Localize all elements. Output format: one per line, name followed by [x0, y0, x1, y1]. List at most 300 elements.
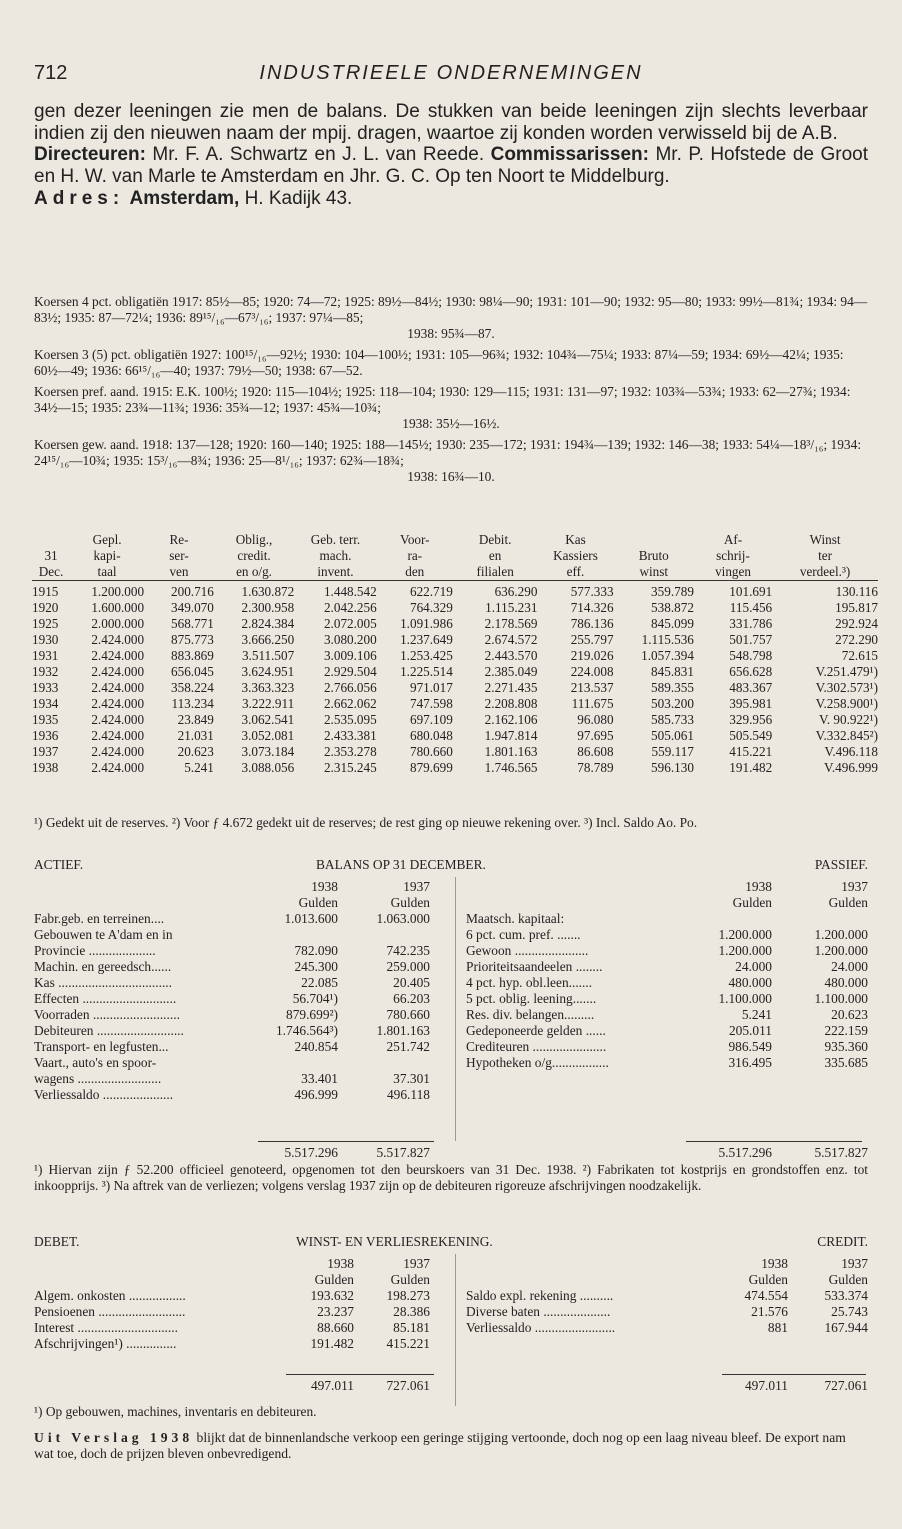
- year-cell: 1920: [32, 600, 59, 615]
- value-cell: 191.482: [729, 760, 773, 775]
- value-1937: 167.944: [824, 1320, 868, 1335]
- value-cell: 786.136: [570, 616, 614, 631]
- value-cell: 2.271.435: [484, 680, 538, 695]
- value-cell: 20.623: [177, 744, 214, 759]
- value-1937: 66.203: [393, 991, 430, 1006]
- profit-loss-account: [34, 1234, 868, 1404]
- value-cell: 680.048: [409, 728, 453, 743]
- year-cell: 1936: [32, 728, 59, 743]
- passief-total-row: [466, 1145, 868, 1161]
- value-cell: 1.746.565: [484, 760, 538, 775]
- column-header-line: Dec.: [38, 564, 64, 579]
- table-row: [32, 760, 878, 776]
- pl-divider: [455, 1254, 456, 1406]
- table-row: [32, 728, 878, 744]
- column-header-line: en: [488, 548, 502, 563]
- column-heading: 1937: [403, 1256, 430, 1271]
- value-1938: 1.013.600: [284, 911, 338, 926]
- list-item: [34, 1007, 434, 1023]
- column-heading-row: [466, 895, 868, 911]
- year-cell: 1935: [32, 712, 59, 727]
- value-cell: 714.326: [570, 600, 614, 615]
- column-header-line: Gepl.: [92, 532, 122, 547]
- pl-title: WINST- EN VERLIESREKENING.: [296, 1234, 493, 1249]
- item-label: Verliessaldo .....................: [34, 1087, 174, 1102]
- column-header: [772, 532, 878, 581]
- balance-divider: [455, 877, 456, 1141]
- adres-label: Adres:: [34, 187, 125, 209]
- value-cell: 845.099: [651, 616, 694, 631]
- list-item: [34, 911, 434, 927]
- list-item: [466, 1007, 868, 1023]
- item-label: Algem. onkosten .................: [34, 1288, 186, 1303]
- value-cell: V.496.118: [824, 744, 878, 759]
- value-cell: 3.666.250: [241, 632, 295, 647]
- column-header: [377, 532, 453, 581]
- main-footnote: [34, 815, 868, 831]
- intro-text: gen dezer leeningen zie men de balans. De stukken van beide leeningen zijn slechts leverbaar indien zij den nieuwen naam der mpij. dragen, waartoe zij konden worden verwisseld bij de A.B.: [34, 101, 868, 144]
- page-header: [34, 62, 868, 88]
- value-cell: 2.424.000: [91, 664, 145, 679]
- value-1938: 881: [767, 1320, 788, 1335]
- value-cell: 879.699: [409, 760, 453, 775]
- value-cell: 548.798: [729, 648, 773, 663]
- koers-last-line: 1938: 16¾—10.: [407, 469, 495, 484]
- value-cell: 395.981: [729, 696, 773, 711]
- column-heading: Gulden: [828, 895, 868, 910]
- credit-caption: CREDIT.: [817, 1234, 868, 1249]
- value-1938: 1.746.564³): [275, 1023, 338, 1038]
- value-cell: V.332.845²): [815, 728, 878, 743]
- year-cell: 1933: [32, 680, 59, 695]
- value-cell: 3.088.056: [241, 760, 295, 775]
- value-cell: 113.234: [171, 696, 214, 711]
- item-label: 6 pct. cum. pref. .......: [466, 927, 581, 942]
- value-1938: 193.632: [310, 1288, 354, 1303]
- item-label: Afschrijvingen¹) ...............: [34, 1336, 177, 1351]
- value-cell: 2.208.808: [484, 696, 538, 711]
- value-cell: 2.535.095: [323, 712, 377, 727]
- value-cell: 130.116: [835, 584, 878, 599]
- koers-line: Koersen 3 (5) pct. obligatiën 1927: 100¹⁵/₁₆—92½; 1930: 104—100½; 1931: 105—96¾; 1932: 104¾—75¼; 1933: 87¼—59; 1934: 69½—42¼; 1935: 60½—49; 1936: 66¹⁵/₁₆—40; 1937: 79½—50; 1938: 67—52.: [34, 347, 844, 378]
- value-1937: 37.301: [393, 1071, 430, 1086]
- verslag-label: Uit Verslag 1938: [34, 1430, 194, 1445]
- value-cell: 415.221: [729, 744, 773, 759]
- value-cell: 501.757: [729, 632, 773, 647]
- item-label: Machin. en gereedsch......: [34, 959, 172, 974]
- value-1938: 5.241: [741, 1007, 772, 1022]
- value-1938: 879.699²): [286, 1007, 338, 1022]
- koers-paragraph: [34, 347, 868, 379]
- column-heading: Gulden: [732, 895, 772, 910]
- value-cell: 2.424.000: [91, 648, 145, 663]
- item-label: Vaart., auto's en spoor-: [34, 1055, 157, 1070]
- actief-total-1937: 5.517.827: [376, 1145, 430, 1160]
- value-cell: 596.130: [651, 760, 694, 775]
- value-cell: 23.849: [177, 712, 214, 727]
- column-heading: Gulden: [748, 1272, 788, 1287]
- table-row: [32, 648, 878, 664]
- value-1938: 205.011: [728, 1023, 772, 1038]
- value-1937: 20.623: [831, 1007, 868, 1022]
- value-cell: 1.448.542: [323, 584, 377, 599]
- column-header: [614, 532, 694, 581]
- list-item: [466, 975, 868, 991]
- value-1938: 1.100.000: [718, 991, 772, 1006]
- value-1938: 316.495: [728, 1055, 772, 1070]
- verslag-text: blijkt dat de binnenlandsche verkoop een geringe stijging vertoonde, doch nog op een laag niveau bleef. De export nam wat toe, doch de prijzen bleven onbevredigend.: [34, 1430, 846, 1461]
- value-cell: 3.222.911: [241, 696, 295, 711]
- value-cell: 292.924: [835, 616, 878, 631]
- value-cell: 200.716: [171, 584, 214, 599]
- value-cell: 780.660: [409, 744, 453, 759]
- column-heading-row: [34, 1272, 434, 1288]
- column-heading-row: [466, 879, 868, 895]
- koers-line: Koersen pref. aand. 1915: E.K. 100½; 1920: 115—104½; 1925: 118—104; 1930: 129—115; 1931: 131—97; 1932: 103¾—53¾; 1933: 62—27¾; 1934: 34½—15; 1935: 23¾—11¾; 1936: 35¾—12; 1937: 45¾—10¾;: [34, 384, 851, 415]
- main-financial-table: [32, 532, 878, 776]
- value-cell: 971.017: [409, 680, 453, 695]
- value-1937: 24.000: [831, 959, 868, 974]
- value-cell: 1.801.163: [484, 744, 538, 759]
- pl-footnote: [34, 1404, 868, 1420]
- koers-last-line: 1938: 95¾—87.: [407, 326, 495, 341]
- column-heading-row: [466, 1272, 868, 1288]
- verslag-section: [34, 1430, 868, 1462]
- list-item: [466, 927, 868, 943]
- year-cell: 1925: [32, 616, 59, 631]
- item-label: Pensioenen ..........................: [34, 1304, 186, 1319]
- column-heading: 1938: [761, 1256, 788, 1271]
- value-cell: 1.947.814: [484, 728, 538, 743]
- value-cell: 359.789: [651, 584, 694, 599]
- list-item: [34, 1071, 434, 1087]
- column-heading: 1938: [311, 879, 338, 894]
- column-header-line: ter: [818, 548, 833, 563]
- value-cell: 2.162.106: [484, 712, 538, 727]
- value-cell: 2.424.000: [91, 744, 145, 759]
- year-cell: 1938: [32, 760, 59, 775]
- value-cell: V.251.479¹): [815, 664, 878, 679]
- value-cell: 568.771: [171, 616, 214, 631]
- item-label: Kas ..................................: [34, 975, 172, 990]
- item-label: wagens .........................: [34, 1071, 162, 1086]
- value-cell: V.302.573¹): [815, 680, 878, 695]
- list-item: [466, 959, 868, 975]
- list-item: [466, 1039, 868, 1055]
- value-cell: V.496.999: [824, 760, 878, 775]
- value-1938: 782.090: [294, 943, 338, 958]
- value-cell: 272.290: [835, 632, 878, 647]
- column-header-line: Kas: [565, 532, 586, 547]
- actief-total-row: [34, 1145, 434, 1161]
- value-cell: 1.237.649: [400, 632, 453, 647]
- value-1937: 480.000: [824, 975, 868, 990]
- koers-paragraph: [34, 437, 868, 469]
- value-cell: 2.072.005: [323, 616, 377, 631]
- column-header-line: winst: [639, 564, 669, 579]
- address-paragraph: [34, 188, 868, 210]
- value-cell: 2.766.056: [323, 680, 377, 695]
- value-cell: 845.831: [651, 664, 694, 679]
- value-1938: 480.000: [728, 975, 772, 990]
- main-footnote-text: ¹) Gedekt uit de reserves. ²) Voor ƒ 4.672 gedekt uit de reserves; de rest ging op nieuwe rekening over. ³) Incl. Saldo Ao. Po.: [34, 815, 698, 830]
- list-item: [466, 911, 868, 927]
- list-item: [34, 991, 434, 1007]
- value-1938: 21.576: [751, 1304, 788, 1319]
- value-cell: 3.052.081: [241, 728, 295, 743]
- list-item: [34, 1336, 434, 1352]
- value-cell: 2.315.245: [323, 760, 377, 775]
- value-cell: 1.225.514: [400, 664, 453, 679]
- column-header: [214, 532, 294, 581]
- item-label: Saldo expl. rekening ..........: [466, 1288, 614, 1303]
- list-item: [34, 1320, 434, 1336]
- value-cell: 2.042.256: [323, 600, 377, 615]
- item-label: Gebouwen te A'dam en in: [34, 927, 173, 942]
- column-header-line: Geb. terr.: [310, 532, 361, 547]
- adres-street: H. Kadijk 43.: [239, 187, 353, 209]
- adres-city: Amsterdam,: [129, 187, 240, 209]
- value-cell: 331.786: [729, 616, 773, 631]
- value-1938: 23.237: [317, 1304, 354, 1319]
- balance-sheet: [34, 857, 868, 1160]
- value-cell: 3.363.323: [241, 680, 295, 695]
- item-label: Effecten ............................: [34, 991, 177, 1006]
- column-heading-row: [466, 1256, 868, 1272]
- value-cell: 78.789: [577, 760, 614, 775]
- value-cell: 3.062.541: [241, 712, 295, 727]
- value-cell: 2.385.049: [484, 664, 538, 679]
- value-1937: 1.801.163: [376, 1023, 430, 1038]
- item-label: Debiteuren ..........................: [34, 1023, 184, 1038]
- value-1938: 56.704¹): [292, 991, 338, 1006]
- credit-total-rule: [722, 1374, 866, 1375]
- item-label: Transport- en legfusten...: [34, 1039, 169, 1054]
- value-cell: 503.200: [651, 696, 694, 711]
- passief-total-1937: 5.517.827: [814, 1145, 868, 1160]
- value-1937: 251.742: [386, 1039, 430, 1054]
- actief-total-1938: 5.517.296: [284, 1145, 338, 1160]
- value-cell: 2.424.000: [91, 680, 145, 695]
- koers-paragraph: [34, 294, 868, 326]
- value-cell: 2.000.000: [91, 616, 145, 631]
- value-cell: 3.511.507: [241, 648, 295, 663]
- value-cell: 2.929.504: [323, 664, 377, 679]
- value-1937: 935.360: [824, 1039, 868, 1054]
- list-item: [34, 975, 434, 991]
- table-row: [32, 664, 878, 680]
- value-cell: 1.630.872: [241, 584, 295, 599]
- column-header-line: schrij-: [716, 548, 750, 563]
- value-cell: 2.353.278: [323, 744, 377, 759]
- item-label: Hypotheken o/g.................: [466, 1055, 609, 1070]
- item-label: Provincie ....................: [34, 943, 156, 958]
- value-cell: 3.009.106: [323, 648, 377, 663]
- column-header-line: credit.: [237, 548, 271, 563]
- column-heading: Gulden: [828, 1272, 868, 1287]
- column-heading: Gulden: [314, 1272, 354, 1287]
- item-label: 4 pct. hyp. obl.leen.......: [466, 975, 593, 990]
- item-label: Fabr.geb. en terreinen....: [34, 911, 165, 926]
- value-cell: 1.253.425: [400, 648, 453, 663]
- column-heading: 1938: [327, 1256, 354, 1271]
- verslag-paragraph: [34, 1430, 868, 1462]
- credit-total-row: [466, 1378, 868, 1394]
- table-row: [32, 712, 878, 728]
- list-item: [34, 927, 434, 943]
- value-1937: 259.000: [386, 959, 430, 974]
- value-cell: 1.091.986: [400, 616, 453, 631]
- value-cell: 697.109: [409, 712, 453, 727]
- column-header: [32, 532, 70, 581]
- balance-captions: [34, 857, 868, 875]
- column-header: [453, 532, 538, 581]
- list-item: [466, 1320, 868, 1336]
- actief-caption: ACTIEF.: [34, 857, 84, 872]
- value-1937: 222.159: [824, 1023, 868, 1038]
- koers-line: Koersen 4 pct. obligatiën 1917: 85½—85; 1920: 74—72; 1925: 89½—84½; 1930: 98¼—90; 1931: 101—90; 1932: 95—80; 1933: 99½—81¾; 1934: 94—83½; 1935: 87—72¼; 1936: 89¹⁵/₁₆—67³/₁₆; 1937: 97¼—85;: [34, 294, 868, 325]
- list-item: [466, 991, 868, 1007]
- balance-title: BALANS OP 31 DECEMBER.: [316, 857, 486, 872]
- value-cell: 329.956: [729, 712, 773, 727]
- value-cell: 656.628: [729, 664, 773, 679]
- koers-last-line: 1938: 35½—16½.: [402, 416, 500, 431]
- value-cell: V.258.900¹): [815, 696, 878, 711]
- table-row: [32, 581, 878, 601]
- column-heading-row: [34, 895, 434, 911]
- year-cell: 1931: [32, 648, 59, 663]
- column-header-line: Oblig.,: [235, 532, 273, 547]
- pl-footnote-text: ¹) Op gebouwen, machines, inventaris en debiteuren.: [34, 1404, 317, 1419]
- column-header-line: Re-: [169, 532, 189, 547]
- table-row: [32, 632, 878, 648]
- list-item: [466, 943, 868, 959]
- value-cell: 2.662.062: [323, 696, 377, 711]
- value-1938: 1.200.000: [718, 927, 772, 942]
- year-cell: 1937: [32, 744, 59, 759]
- value-1937: 780.660: [386, 1007, 430, 1022]
- credit-total-1938: 497.011: [744, 1378, 788, 1393]
- column-header-line: Bruto: [638, 548, 669, 563]
- list-item: [34, 959, 434, 975]
- column-header-line: Voor-: [400, 532, 430, 547]
- value-1937: 742.235: [386, 943, 430, 958]
- value-cell: 358.224: [171, 680, 214, 695]
- value-1937: 533.374: [824, 1288, 868, 1303]
- table-row: [32, 744, 878, 760]
- year-cell: 1915: [32, 584, 59, 599]
- value-cell: 3.073.184: [241, 744, 295, 759]
- value-1937: 20.405: [393, 975, 430, 990]
- column-header-line: eff.: [566, 564, 585, 579]
- value-cell: 72.615: [841, 648, 878, 663]
- value-cell: 505.549: [729, 728, 773, 743]
- item-label: Maatsch. kapitaal:: [466, 911, 565, 926]
- value-cell: 1.200.000: [91, 584, 145, 599]
- value-cell: 1.057.394: [641, 648, 694, 663]
- column-header-line: ser-: [169, 548, 189, 563]
- item-label: Crediteuren ......................: [466, 1039, 607, 1054]
- item-label: Voorraden ..........................: [34, 1007, 180, 1022]
- value-cell: 2.424.000: [91, 728, 145, 743]
- value-1938: 474.554: [744, 1288, 788, 1303]
- value-cell: 883.869: [171, 648, 214, 663]
- column-header-line: taal: [97, 564, 117, 579]
- item-label: 5 pct. oblig. leening.......: [466, 991, 597, 1006]
- list-item: [466, 1055, 868, 1071]
- intro-section: [34, 101, 868, 210]
- list-item: [466, 1288, 868, 1304]
- column-header: [70, 532, 144, 581]
- value-cell: 875.773: [171, 632, 214, 647]
- running-title: INDUSTRIEELE ONDERNEMINGEN: [259, 62, 643, 84]
- list-item: [34, 1087, 434, 1103]
- value-1937: 28.386: [393, 1304, 430, 1319]
- value-1938: 986.549: [728, 1039, 772, 1054]
- value-cell: 224.008: [570, 664, 614, 679]
- value-cell: 86.608: [577, 744, 614, 759]
- value-cell: 656.045: [171, 664, 214, 679]
- column-header-line: ven: [169, 564, 189, 579]
- debet-caption: DEBET.: [34, 1234, 80, 1249]
- debet-column: [34, 1256, 434, 1352]
- value-cell: 636.290: [494, 584, 538, 599]
- value-cell: 111.675: [571, 696, 614, 711]
- value-1938: 33.401: [301, 1071, 338, 1086]
- value-1938: 191.482: [310, 1336, 354, 1351]
- list-item: [34, 1304, 434, 1320]
- balance-footnote: [34, 1162, 868, 1194]
- balance-footnote-text: ¹) Hiervan zijn ƒ 52.200 officieel genoteerd, opgenomen tot den beurskoers van 31 Dec. 1938. ²) Fabrikaten tot kostprijs en grondstoffen enz. tot inkoopprijs. ³) Na aftrek van de verliezen; volgens verslag 1937 zijn op de debiteuren rigoreuze afschrijvingen noodzakelijk.: [34, 1162, 868, 1193]
- list-item: [34, 1039, 434, 1055]
- column-header-line: Debit.: [478, 532, 512, 547]
- item-label: Verliessaldo ........................: [466, 1320, 616, 1335]
- commissarissen-names: Mr. P. Hofstede de Groot en H. W. van Marle te Amsterdam en Jhr. G. C. Op ten Noort te Middelburg.: [34, 144, 868, 188]
- value-1937: 85.181: [393, 1320, 430, 1335]
- value-cell: 195.817: [835, 600, 878, 615]
- year-cell: 1934: [32, 696, 59, 711]
- value-1937: 1.200.000: [814, 943, 868, 958]
- value-cell: 2.824.384: [241, 616, 295, 631]
- value-cell: 255.797: [570, 632, 614, 647]
- value-1937: 335.685: [824, 1055, 868, 1070]
- column-header: [537, 532, 613, 581]
- value-cell: 96.080: [577, 712, 614, 727]
- directeuren-label: Directeuren:: [34, 144, 146, 166]
- column-header: [694, 532, 772, 581]
- value-1938: 22.085: [301, 975, 338, 990]
- actief-total-rule: [258, 1141, 434, 1142]
- actief-column: [34, 879, 434, 1103]
- directeuren-names: Mr. F. A. Schwartz en J. L. van Reede.: [145, 144, 491, 166]
- column-header-line: Kassiers: [553, 548, 598, 563]
- value-cell: 115.456: [729, 600, 773, 615]
- debet-total-1938: 497.011: [310, 1378, 354, 1393]
- item-label: Gewoon ......................: [466, 943, 589, 958]
- item-label: Res. div. belangen.........: [466, 1007, 595, 1022]
- value-cell: 2.300.958: [241, 600, 295, 615]
- list-item: [34, 1288, 434, 1304]
- value-1938: 1.200.000: [718, 943, 772, 958]
- value-cell: 622.719: [409, 584, 453, 599]
- value-1938: 245.300: [294, 959, 338, 974]
- year-cell: 1930: [32, 632, 59, 647]
- value-cell: 97.695: [577, 728, 614, 743]
- column-header-line: verdeel.³): [799, 564, 851, 579]
- value-cell: 2.178.569: [484, 616, 538, 631]
- column-heading-row: [34, 1256, 434, 1272]
- value-cell: 2.433.381: [323, 728, 377, 743]
